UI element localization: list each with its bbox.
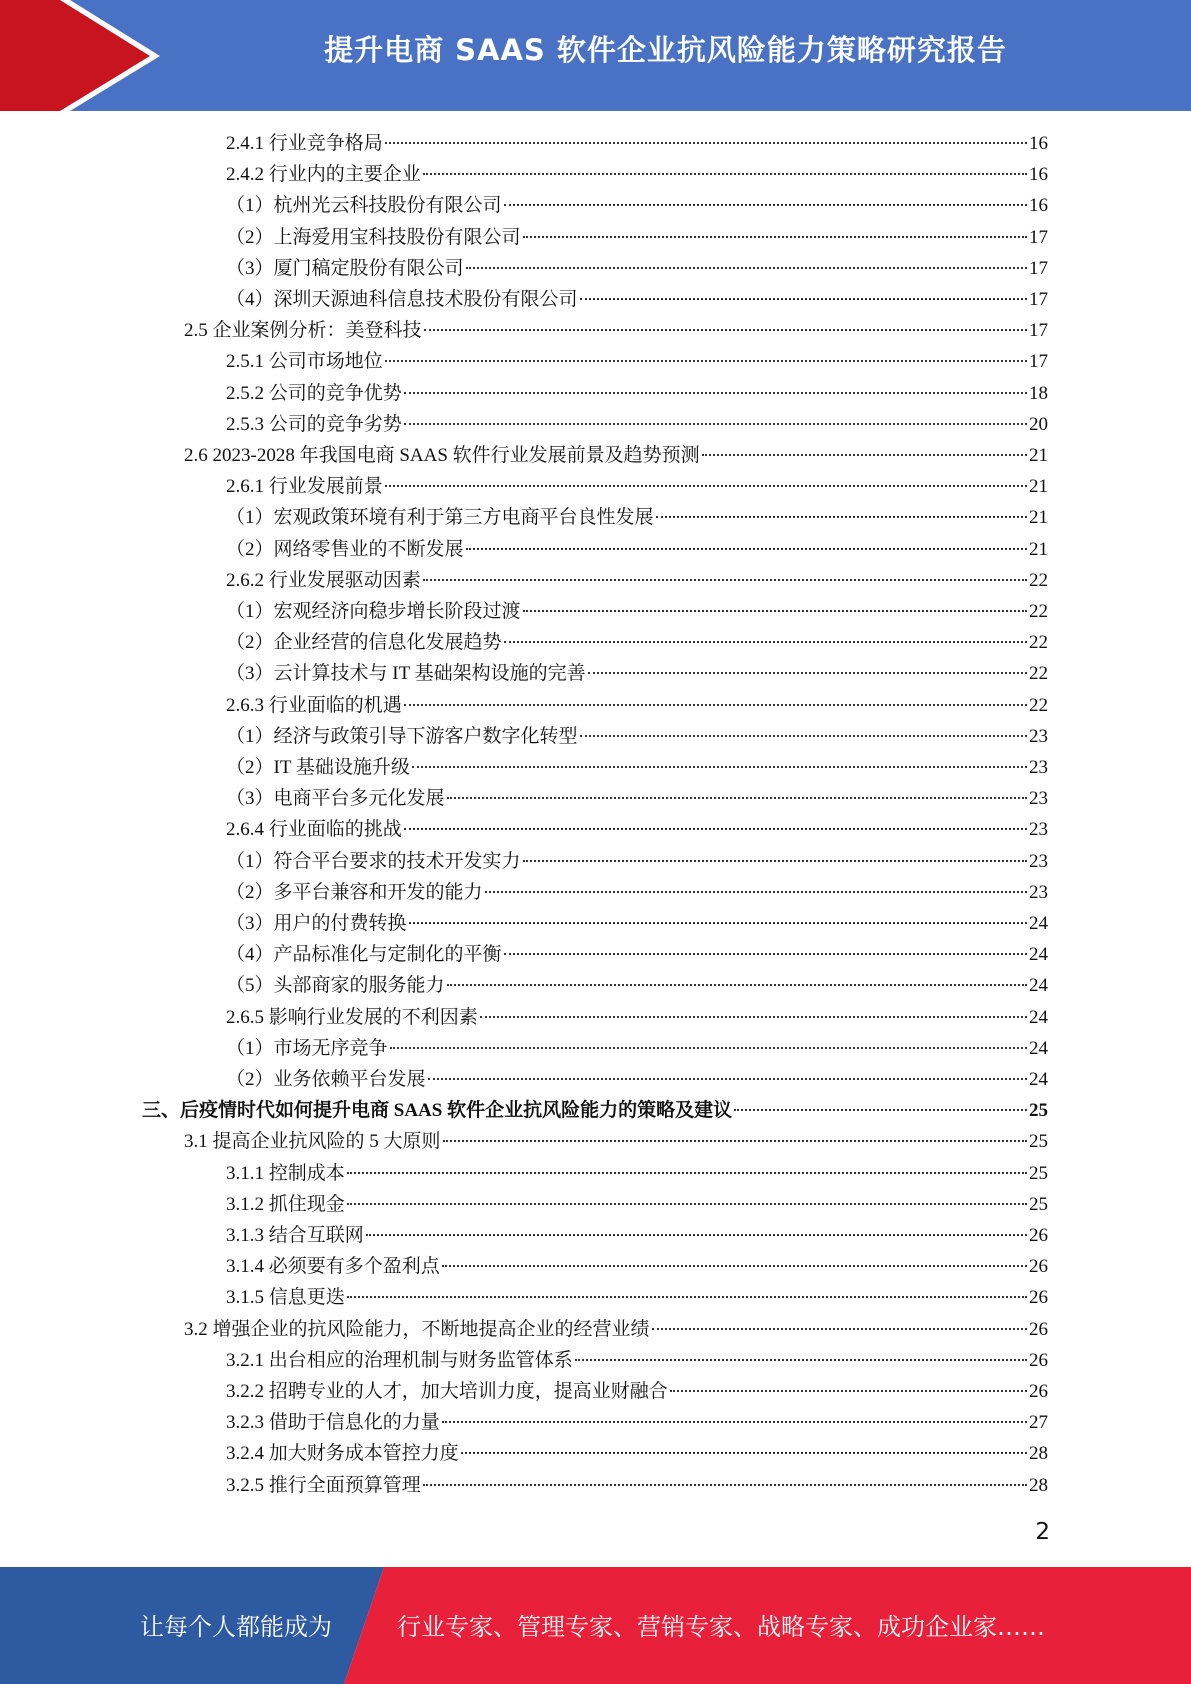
- toc-entry[interactable]: [184, 440, 1048, 471]
- toc-entry-page: 24: [1029, 1069, 1048, 1090]
- toc-entry-title: 3.2 增强企业的抗风险能力，不断地提高企业的经营业绩: [184, 1318, 650, 1340]
- document-title: 提升电商 SAAS 软件企业抗风险能力策略研究报告: [324, 33, 1007, 67]
- toc-dot-leader: [575, 1359, 1027, 1361]
- toc-entry-page: 17: [1029, 320, 1048, 342]
- toc-dot-leader: [443, 1140, 1027, 1142]
- toc-entry-title: 3.1.5 信息更迭: [226, 1287, 345, 1309]
- toc-entry-title: （2）网络零售业的不断发展: [226, 538, 464, 560]
- toc-entry-title: （1）经济与政策引导下游客户数字化转型: [226, 725, 578, 747]
- toc-dot-leader: [385, 142, 1027, 144]
- toc-entry-title: 2.6.1 行业发展前景: [226, 476, 383, 498]
- toc-entry-page: 17: [1029, 351, 1048, 373]
- toc-dot-leader: [423, 173, 1027, 175]
- toc-entry-title: 三、后疫情时代如何提升电商 SAAS 软件企业抗风险能力的策略及建议: [142, 1100, 733, 1122]
- toc-entry-page: 26: [1029, 1381, 1048, 1402]
- toc-entry-title: （2）IT 基础设施升级: [226, 757, 410, 778]
- toc-entry-page: 21: [1029, 538, 1048, 560]
- toc-entry-page: 21: [1029, 445, 1048, 466]
- toc-entry[interactable]: [226, 690, 1048, 721]
- toc-dot-leader: [347, 1172, 1027, 1174]
- footer-slogan-right: 行业专家、管理专家、营销专家、战略专家、成功企业家……: [397, 1613, 1045, 1641]
- toc-dot-leader: [734, 1109, 1027, 1111]
- toc-entry-title: （1）宏观政策环境有利于第三方电商平台良性发展: [226, 507, 654, 529]
- toc-entry-title: 3.1.2 抓住现金: [226, 1193, 345, 1215]
- toc-entry-page: 26: [1029, 1318, 1048, 1340]
- toc-entry-title: 2.6.2 行业发展驱动因素: [226, 569, 421, 591]
- toc-dot-leader: [424, 329, 1027, 331]
- toc-entry[interactable]: [226, 502, 1048, 533]
- toc-dot-leader: [404, 423, 1027, 425]
- toc-dot-leader: [447, 797, 1027, 799]
- toc-entry-page: 24: [1029, 944, 1048, 966]
- toc-entry-title: （1）符合平台要求的技术开发实力: [226, 850, 521, 872]
- toc-entry[interactable]: [226, 1158, 1048, 1189]
- toc-entry-page: 21: [1029, 507, 1048, 529]
- toc-dot-leader: [423, 1484, 1027, 1486]
- toc-entry[interactable]: [226, 752, 1048, 783]
- toc-entry-page: 24: [1029, 913, 1048, 934]
- toc-entry-page: 22: [1029, 663, 1048, 685]
- toc-entry-page: 28: [1029, 1443, 1048, 1465]
- toc-entry-title: 2.5.2 公司的竞争优势: [226, 382, 402, 404]
- toc-dot-leader: [523, 236, 1027, 238]
- toc-entry-page: 23: [1029, 757, 1048, 778]
- toc-entry-page: 16: [1029, 195, 1048, 217]
- toc-entry[interactable]: [226, 970, 1048, 1001]
- toc-entry[interactable]: [226, 159, 1048, 190]
- toc-entry-title: （3）云计算技术与 IT 基础架构设施的完善: [226, 663, 586, 685]
- toc-entry[interactable]: [226, 284, 1048, 315]
- toc-entry[interactable]: [226, 814, 1048, 845]
- toc-entry[interactable]: [226, 565, 1048, 596]
- toc-dot-leader: [404, 828, 1027, 830]
- toc-entry[interactable]: [226, 1345, 1048, 1376]
- footer-banner: [0, 1567, 1191, 1684]
- toc-entry[interactable]: [226, 783, 1048, 814]
- toc-entry[interactable]: [226, 471, 1048, 502]
- toc-entry-page: 24: [1029, 1006, 1048, 1028]
- toc-dot-leader: [390, 1047, 1027, 1049]
- toc-entry[interactable]: [142, 1095, 1048, 1126]
- toc-entry-title: （2）业务依赖平台发展: [226, 1069, 426, 1090]
- toc-entry-title: 2.5.1 公司市场地位: [226, 351, 383, 373]
- toc-dot-leader: [504, 204, 1027, 206]
- toc-entry-title: 2.6.4 行业面临的挑战: [226, 819, 402, 841]
- toc-entry-title: （4）产品标准化与定制化的平衡: [226, 944, 502, 966]
- toc-dot-leader: [480, 1016, 1027, 1018]
- toc-entry-page: 26: [1029, 1225, 1048, 1246]
- toc-entry[interactable]: [226, 939, 1048, 970]
- toc-entry-title: 3.2.1 出台相应的治理机制与财务监管体系: [226, 1349, 573, 1371]
- toc-entry-title: 3.2.2 招聘专业的人才，加大培训力度，提高业财融合: [226, 1381, 668, 1402]
- toc-entry-title: 2.6 2023-2028 年我国电商 SAAS 软件行业发展前景及趋势预测: [184, 445, 700, 466]
- toc-entry[interactable]: [184, 315, 1048, 346]
- toc-entry-title: （2）企业经营的信息化发展趋势: [226, 632, 502, 654]
- toc-entry-title: （3）厦门稿定股份有限公司: [226, 257, 464, 279]
- toc-entry-page: 26: [1029, 1349, 1048, 1371]
- toc-dot-leader: [447, 984, 1027, 986]
- toc-entry-page: 28: [1029, 1474, 1048, 1496]
- toc-entry-page: 17: [1029, 226, 1048, 248]
- toc-entry-title: （2）上海爱用宝科技股份有限公司: [226, 226, 521, 248]
- toc-entry[interactable]: [226, 190, 1048, 221]
- toc-entry-page: 23: [1029, 881, 1048, 903]
- toc-entry[interactable]: [226, 1064, 1048, 1095]
- toc-dot-leader: [580, 298, 1027, 300]
- toc-entry[interactable]: [226, 346, 1048, 377]
- toc-dot-leader: [366, 1234, 1027, 1236]
- toc-dot-leader: [385, 360, 1027, 362]
- toc-entry-page: 22: [1029, 601, 1048, 622]
- toc-entry-page: 23: [1029, 788, 1048, 810]
- toc-entry-page: 25: [1029, 1162, 1048, 1184]
- toc-entry-page: 22: [1029, 694, 1048, 716]
- toc-entry-title: 3.2.5 推行全面预算管理: [226, 1474, 421, 1496]
- toc-entry[interactable]: [226, 534, 1048, 565]
- toc-entry-title: （4）深圳天源迪科信息技术股份有限公司: [226, 289, 578, 310]
- toc-dot-leader: [670, 1390, 1027, 1392]
- toc-entry[interactable]: [226, 1376, 1048, 1407]
- toc-entry[interactable]: [226, 1220, 1048, 1251]
- toc-dot-leader: [523, 610, 1027, 612]
- toc-entry[interactable]: [226, 877, 1048, 908]
- header-bar: [0, 0, 1191, 111]
- toc-entry-title: 2.5 企业案例分析：美登科技: [184, 320, 422, 342]
- toc-entry[interactable]: [226, 1407, 1048, 1438]
- toc-dot-leader: [385, 485, 1027, 487]
- toc-entry-page: 25: [1029, 1193, 1048, 1215]
- footer-slogan-left: 让每个人都能成为: [140, 1613, 332, 1641]
- toc-dot-leader: [504, 641, 1027, 643]
- toc-entry[interactable]: [184, 1126, 1048, 1157]
- toc-dot-leader: [347, 1296, 1027, 1298]
- toc-entry[interactable]: [226, 378, 1048, 409]
- toc-dot-leader: [442, 1421, 1027, 1423]
- toc-entry-title: 3.1 提高企业抗风险的 5 大原则: [184, 1131, 441, 1153]
- toc-entry-title: 2.4.1 行业竞争格局: [226, 133, 383, 154]
- toc-dot-leader: [412, 766, 1027, 768]
- toc-entry-page: 25: [1029, 1100, 1048, 1122]
- toc-entry[interactable]: [226, 596, 1048, 627]
- toc-entry-page: 26: [1029, 1256, 1048, 1278]
- toc-dot-leader: [404, 704, 1027, 706]
- toc-entry-page: 18: [1029, 382, 1048, 404]
- toc-entry[interactable]: [226, 1438, 1048, 1469]
- toc-entry-page: 24: [1029, 975, 1048, 997]
- toc-entry[interactable]: [226, 1470, 1048, 1501]
- toc-entry-title: （3）电商平台多元化发展: [226, 788, 445, 810]
- toc-entry-title: 2.4.2 行业内的主要企业: [226, 164, 421, 186]
- toc-entry[interactable]: [226, 1251, 1048, 1282]
- toc-dot-leader: [485, 891, 1027, 893]
- toc-entry-title: 2.5.3 公司的竞争劣势: [226, 413, 402, 435]
- toc-entry-page: 23: [1029, 819, 1048, 841]
- toc-entry-title: （1）市场无序竞争: [226, 1037, 388, 1059]
- toc-dot-leader: [588, 672, 1027, 674]
- toc-entry-page: 27: [1029, 1412, 1048, 1434]
- toc-dot-leader: [466, 548, 1027, 550]
- toc-entry[interactable]: [226, 1033, 1048, 1064]
- toc-entry-page: 16: [1029, 164, 1048, 186]
- toc-entry-page: 24: [1029, 1037, 1048, 1059]
- toc-entry-page: 22: [1029, 632, 1048, 654]
- toc-entry[interactable]: [226, 1002, 1048, 1033]
- toc-entry[interactable]: [226, 908, 1048, 939]
- toc-entry[interactable]: [226, 1189, 1048, 1220]
- toc-entry-title: 3.1.3 结合互联网: [226, 1225, 364, 1246]
- toc-entry-title: （1）杭州光云科技股份有限公司: [226, 195, 502, 217]
- toc-entry[interactable]: [226, 128, 1048, 159]
- toc-entry[interactable]: [226, 1282, 1048, 1313]
- toc-dot-leader: [504, 953, 1027, 955]
- toc-entry-title: 3.1.4 必须要有多个盈利点: [226, 1256, 440, 1278]
- toc-dot-leader: [347, 1203, 1027, 1205]
- toc-dot-leader: [423, 579, 1027, 581]
- toc-dot-leader: [404, 392, 1027, 394]
- toc-dot-leader: [523, 860, 1027, 862]
- toc-entry-title: 3.2.3 借助于信息化的力量: [226, 1412, 440, 1434]
- toc-entry[interactable]: [226, 846, 1048, 877]
- toc-entry-title: （2）多平台兼容和开发的能力: [226, 881, 483, 903]
- toc-entry[interactable]: [226, 409, 1048, 440]
- toc-dot-leader: [461, 1452, 1027, 1454]
- toc-dot-leader: [409, 922, 1027, 924]
- toc-entry[interactable]: [226, 721, 1048, 752]
- toc-entry[interactable]: [226, 658, 1048, 689]
- toc-entry-page: 22: [1029, 569, 1048, 591]
- toc-entry-page: 20: [1029, 413, 1048, 435]
- toc-entry-page: 26: [1029, 1287, 1048, 1309]
- toc-entry-title: （1）宏观经济向稳步增长阶段过渡: [226, 601, 521, 622]
- toc-dot-leader: [466, 267, 1027, 269]
- page-number: 2: [1035, 1519, 1050, 1545]
- toc-entry-page: 17: [1029, 257, 1048, 279]
- toc-entry-page: 23: [1029, 850, 1048, 872]
- toc-dot-leader: [442, 1265, 1027, 1267]
- toc-dot-leader: [428, 1078, 1027, 1080]
- toc-entry-title: （5）头部商家的服务能力: [226, 975, 445, 997]
- toc-entry-page: 21: [1029, 476, 1048, 498]
- toc-dot-leader: [656, 516, 1027, 518]
- toc-entry[interactable]: [226, 253, 1048, 284]
- toc-entry-title: 2.6.5 影响行业发展的不利因素: [226, 1006, 478, 1028]
- toc-dot-leader: [702, 454, 1027, 456]
- toc-entry[interactable]: [226, 627, 1048, 658]
- toc-entry-title: （3）用户的付费转换: [226, 913, 407, 934]
- toc-entry[interactable]: [184, 1314, 1048, 1345]
- toc-entry[interactable]: [226, 222, 1048, 253]
- toc-entry-page: 17: [1029, 289, 1048, 310]
- toc-dot-leader: [652, 1328, 1027, 1330]
- toc-entry-title: 3.1.1 控制成本: [226, 1162, 345, 1184]
- toc-entry-page: 16: [1029, 133, 1048, 154]
- toc-dot-leader: [580, 735, 1027, 737]
- toc-entry-page: 25: [1029, 1131, 1048, 1153]
- toc-entry-page: 23: [1029, 725, 1048, 747]
- toc-entry-title: 3.2.4 加大财务成本管控力度: [226, 1443, 459, 1465]
- toc-entry-title: 2.6.3 行业面临的机遇: [226, 694, 402, 716]
